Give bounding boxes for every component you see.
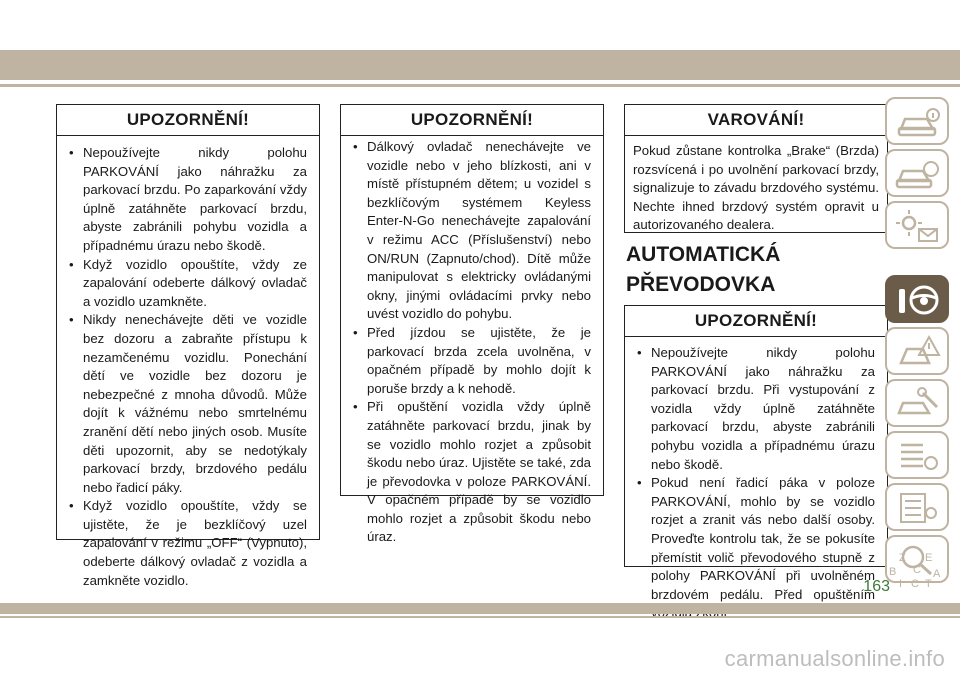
caution-list xyxy=(341,136,603,547)
svg-text:C: C xyxy=(913,564,921,576)
list-item: • Před jízdou se ujistěte, že je parkovací brzda zcela uvolněna, v opačném případě by mohlo dojít k poruše brzdy a k nehodě. xyxy=(353,324,591,398)
warning-text: Pokud zůstane kontrolka „Brake“ (Brzda) rozsvícená i po uvolnění parkovací brzdy, signalizuje to závadu brzdového systému. Nechte ihned brzdový systém opravit u autorizovaného dealera. xyxy=(633,143,879,233)
bottom-decorative-band xyxy=(0,603,960,614)
svg-text:E: E xyxy=(925,552,933,564)
caution-box-1 xyxy=(56,104,320,588)
tab-starting-driving[interactable] xyxy=(885,275,949,323)
tab-servicing[interactable] xyxy=(885,379,949,427)
svg-text:C: C xyxy=(911,578,919,590)
section-title xyxy=(626,240,886,300)
top-decorative-line xyxy=(0,84,960,87)
light-message-icon xyxy=(893,207,943,245)
list-item: • Když vozidlo opouštíte, vždy se ujistěte, že je bezklíčový uzel zapalování v režimu „OFF“ (Vypnuto), odeberte dálkový ovladač z vozidla a zamkněte vozidlo. xyxy=(69,497,307,590)
wrench-car-icon xyxy=(893,385,943,423)
roadside-warning-icon xyxy=(893,333,943,371)
list-item: • Když vozidlo opouštíte, vždy ze zapalování odeberte dálkový ovladač a vozidlo uzamkněte. xyxy=(69,256,307,312)
list-item: • Nepoužívejte nikdy polohu PARKOVÁNÍ jako náhražku za parkovací brzdu. Při vystupování z vozidla vždy úplně zatáhněte parkovací brzdu, abyste zabránili pohybu vozidla a případnému úrazu nebo škodě. xyxy=(637,344,875,474)
caution-list xyxy=(57,136,319,590)
tab-emergency[interactable] xyxy=(885,327,949,375)
list-item: • Dálkový ovladač nenechávejte ve vozidle nebo v jeho blízkosti, ani v místě přístupném dětem; u vozidel s bezklíčovým systémem Keyless Enter-N-Go nenechávejte zapalování v režimu ACC (Příslušenství) nebo ON/RUN (Zapnuto/chod). Dítě může manipulovat s elektricky ovládanými okny, jinými ovládacími prvky nebo uvést vozidlo do pohybu. xyxy=(353,138,591,324)
list-item: • Nikdy nenechávejte děti ve vozidle bez dozoru a zabraňte přístupu k nezamčenému vozidlu. Ponechání dětí ve vozidle bez dozoru je nebezpečné z mnoha důvodů. Může dojít k vážnému nebo smrtelnému zranění dětí nebo jiných osob. Musíte děti upozornit, aby se nedotýkaly parkovací brzdy, brzdového pedálu nebo řadicí páky. xyxy=(69,311,307,497)
bottom-decorative-line xyxy=(0,616,960,618)
svg-text:A: A xyxy=(933,568,941,580)
tab-specifications[interactable] xyxy=(885,431,949,479)
car-info-icon xyxy=(893,103,943,141)
caution-box-2 xyxy=(340,104,604,545)
list-item: • Při opuštění vozidla vždy úplně zatáhněte parkovací brzdu, jinak by se vozidlo mohlo rozjet a způsobit škodu nebo úraz. Ujistěte se také, zda je převodovka v poloze PARKOVÁNÍ. V opačném případě by se vozidlo mohlo rozjet a způsobit škodu nebo úraz. xyxy=(353,398,591,547)
list-item: • Nepoužívejte nikdy polohu PARKOVÁNÍ jako náhražku za parkovací brzdu. Po zaparkování vždy úplně zatáhněte parkovací brzdu, abyste zabránili pohybu vozidla a případnému úrazu nebo škodě. xyxy=(69,144,307,256)
tab-lights-messages[interactable] xyxy=(885,201,949,249)
svg-text:B: B xyxy=(889,566,897,578)
warning-box xyxy=(624,104,888,233)
svg-text:Z: Z xyxy=(899,552,906,564)
steering-wheel-icon xyxy=(893,281,943,319)
watermark: carmanualsonline.info xyxy=(724,646,945,671)
section-title-line: PŘEVODOVKA xyxy=(626,273,776,296)
warning-heading: VAROVÁNÍ! xyxy=(625,105,887,136)
tab-car-info[interactable] xyxy=(885,97,949,145)
language-letters-icon xyxy=(885,551,949,591)
caution-heading: UPOZORNĚNÍ! xyxy=(341,105,603,136)
svg-text:I: I xyxy=(899,578,903,590)
tab-car-safety[interactable] xyxy=(885,149,949,197)
list-item: • Pokud není řadicí páka v poloze PARKOVÁNÍ, mohlo by se vozidlo rozjet a zranit vás nebo další osoby. Proveďte kontrolu tak, že se pokusíte přemístit volič převodového stupně z polohy PARKOVÁNÍ při uvolněném brzdovém pedálu. Před opuštěním xyxy=(637,474,875,623)
specifications-list-icon xyxy=(893,437,943,475)
svg-text:T: T xyxy=(925,578,932,590)
caution-heading: UPOZORNĚNÍ! xyxy=(625,306,887,337)
page-number: 163 xyxy=(863,578,890,595)
car-safety-icon xyxy=(893,155,943,193)
top-decorative-band xyxy=(0,50,960,80)
section-title-line: AUTOMATICKÁ xyxy=(626,243,781,266)
caution-heading: UPOZORNĚNÍ! xyxy=(57,105,319,136)
